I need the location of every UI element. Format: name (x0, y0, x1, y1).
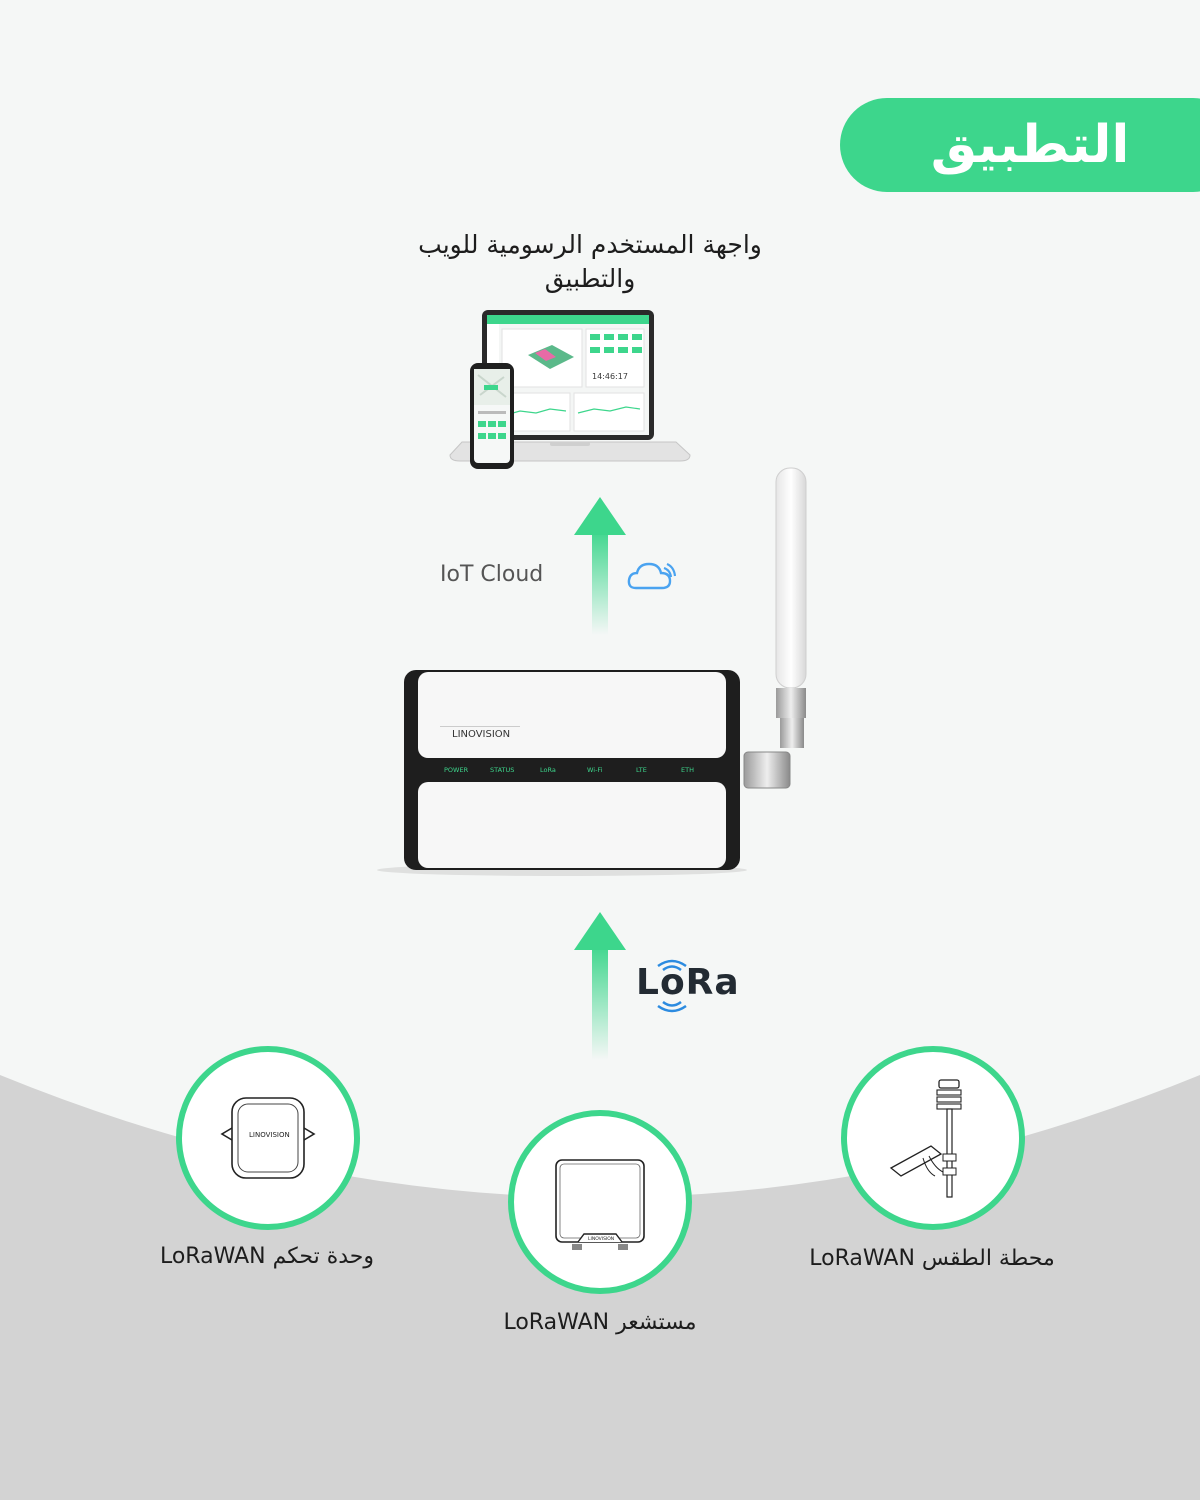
led-label-power: POWER (444, 766, 469, 774)
gateway-brand: LINOVISION (452, 729, 511, 740)
led-label-wifi: Wi-Fi (587, 766, 603, 774)
app-caption: واجهة المستخدم الرسومية للويب والتطبيق (418, 230, 762, 293)
lora-upload-arrow (570, 910, 630, 1060)
sensor-label: مستشعر LoRaWAN (503, 1310, 697, 1335)
sensor-circle (508, 1110, 692, 1294)
gateway-device (370, 460, 820, 880)
controller-brand: LINOVISION (249, 1131, 290, 1139)
led-label-status: STATUS (490, 766, 515, 774)
sensor-illustration (550, 1156, 650, 1256)
weather-station-circle (841, 1046, 1025, 1230)
wireless-signal-icon (650, 956, 694, 1020)
cloud-label: IoT Cloud (440, 562, 544, 587)
controller-illustration (218, 1090, 318, 1186)
page-title: التطبيق (930, 115, 1130, 175)
controller-circle (176, 1046, 360, 1230)
lora-logo (634, 956, 744, 1020)
sensor-brand: LINOVISION (588, 1237, 615, 1242)
weather-station-illustration (883, 1076, 983, 1200)
laptop-phone-illustration (440, 305, 750, 480)
led-label-eth: ETH (681, 766, 694, 774)
weather-station-label: محطة الطقس LoRaWAN (809, 1246, 1055, 1271)
led-label-lte: LTE (636, 766, 647, 774)
led-label-lora: LoRa (540, 766, 556, 774)
antenna (776, 468, 806, 688)
lora-label: LoRa (636, 962, 740, 1003)
controller-label: وحدة تحكم LoRaWAN (159, 1244, 375, 1269)
svg-text:14:46:17: 14:46:17 (592, 372, 628, 381)
